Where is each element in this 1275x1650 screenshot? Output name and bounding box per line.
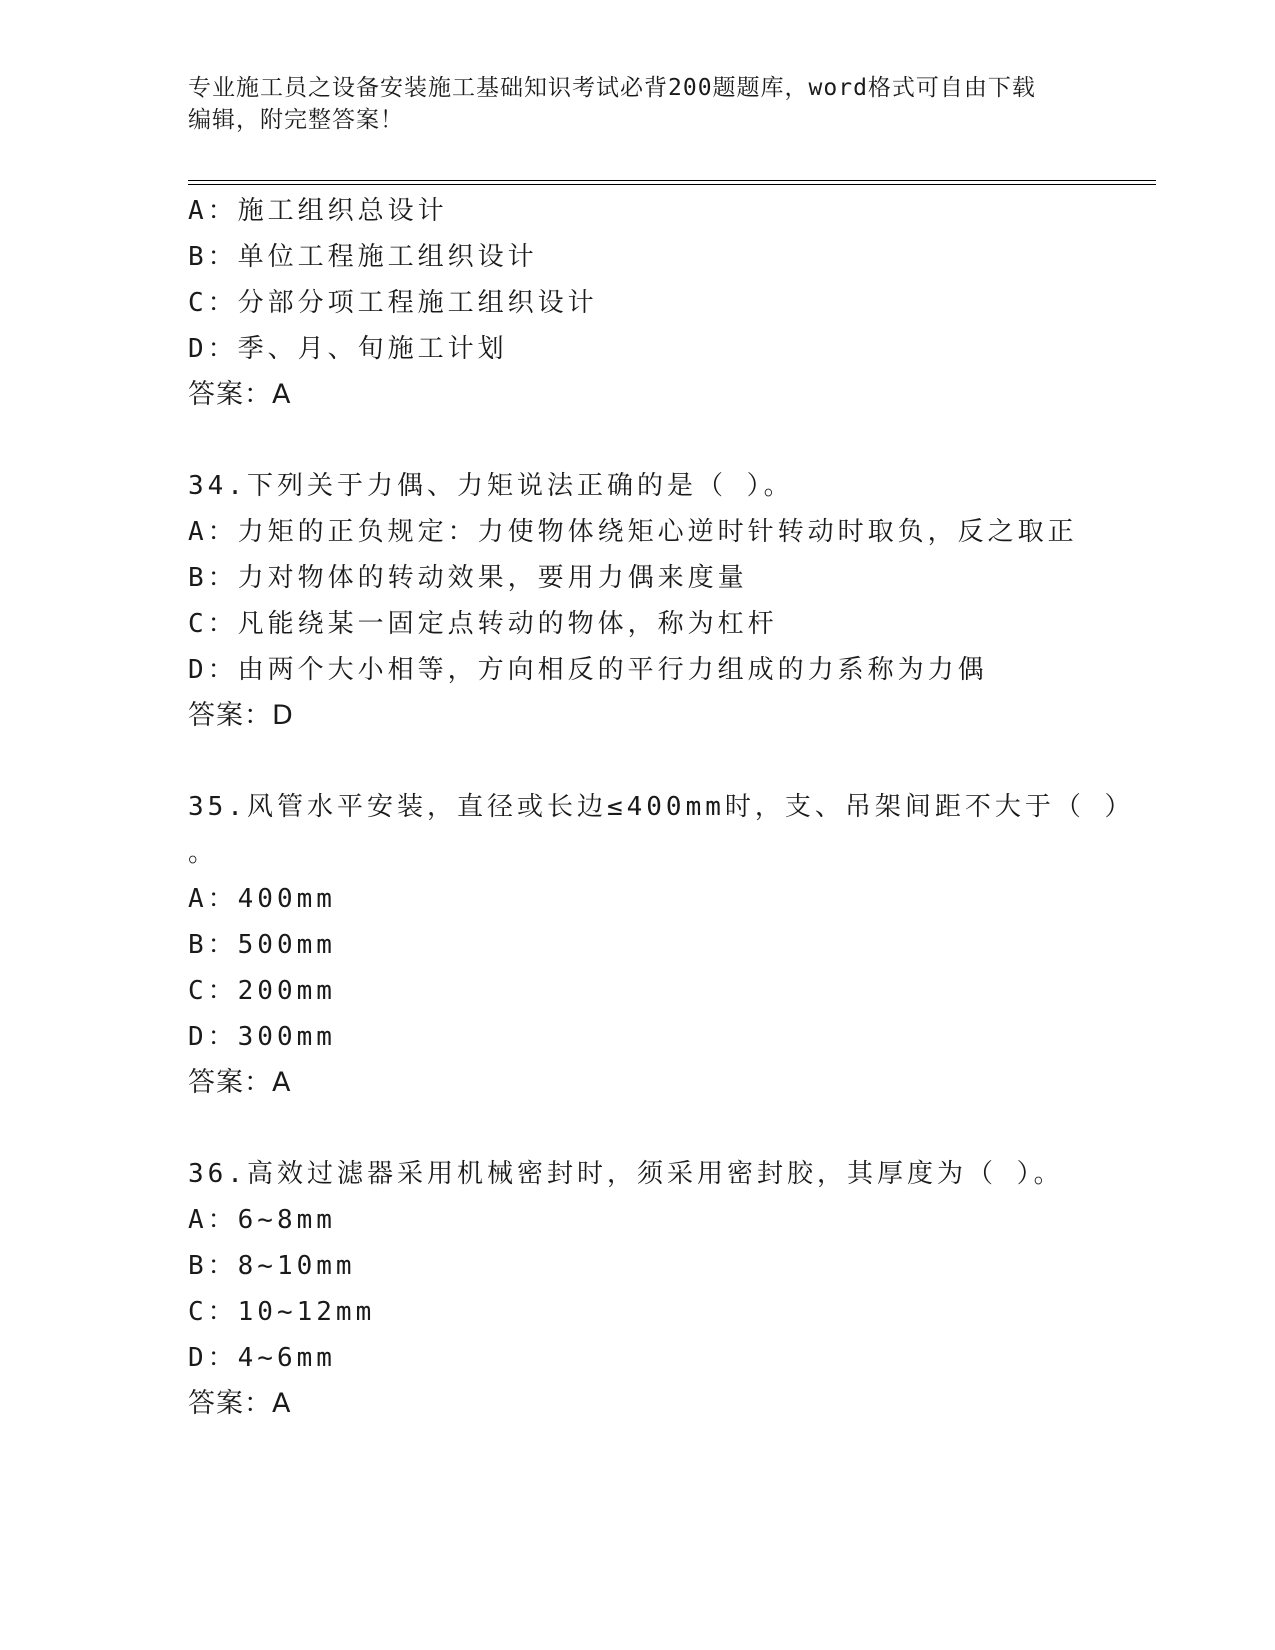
answer-line: 答案：A [188,379,292,410]
question-stem: 34.下列关于力偶、力矩说法正确的是（ ）。 [188,471,794,501]
header-divider-top [188,180,1156,181]
option-c: C：10~12mm [188,1297,376,1327]
option-b: B：单位工程施工组织设计 [188,242,538,272]
question-stem: 35.风管水平安装，直径或长边≤400mm时，支、吊架间距不大于（ ） [188,792,1135,822]
answer-line: 答案：A [188,1067,292,1098]
option-a: A：施工组织总设计 [188,196,448,226]
question-block-34 [188,463,1088,739]
option-d: D：由两个大小相等，方向相反的平行力组成的力系称为力偶 [188,655,988,685]
option-b: B：500mm [188,930,336,960]
question-block-33 [188,188,1088,418]
document-header [188,72,1068,136]
header-line-1: 专业施工员之设备安装施工基础知识考试必背200题题库，word格式可自由下载 [188,75,1036,101]
header-line-2: 编辑，附完整答案！ [188,107,404,133]
question-block-35 [188,784,1135,1106]
option-c: C：200mm [188,976,336,1006]
option-a: A：400mm [188,884,336,914]
spacer [188,1106,1088,1151]
option-d: D：300mm [188,1022,336,1052]
question-block-36 [188,1151,1088,1427]
option-c: C：分部分项工程施工组织设计 [188,288,598,318]
question-content [188,188,1135,1427]
option-c: C：凡能绕某一固定点转动的物体，称为杠杆 [188,609,778,639]
option-b: B：8~10mm [188,1251,356,1281]
answer-line: 答案：A [188,1388,292,1419]
header-divider-bottom [188,184,1156,185]
option-b: B：力对物体的转动效果，要用力偶来度量 [188,563,748,593]
option-d: D：4~6mm [188,1343,336,1373]
question-stem-continuation: 。 [188,838,219,868]
question-stem: 36.高效过滤器采用机械密封时，须采用密封胶，其厚度为（ ）。 [188,1159,1064,1189]
spacer [188,739,1088,784]
answer-line: 答案：D [188,700,294,731]
option-a: A：6~8mm [188,1205,336,1235]
option-d: D：季、月、旬施工计划 [188,334,508,364]
option-a: A：力矩的正负规定：力使物体绕矩心逆时针转动时取负，反之取正 [188,517,1078,547]
spacer [188,418,1088,463]
